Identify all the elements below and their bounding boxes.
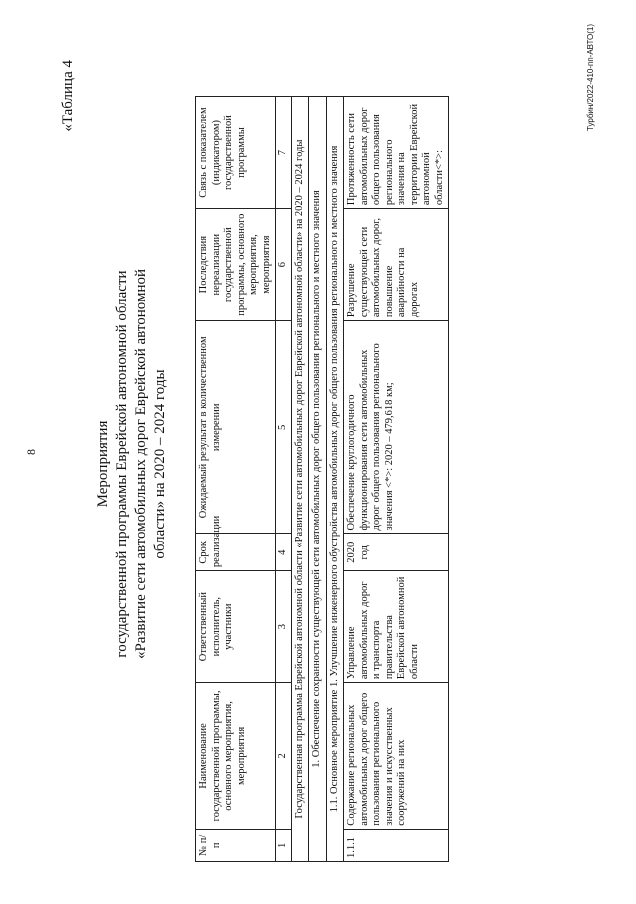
document-title (94, 184, 170, 744)
header-indicator: Связь с показателем (индикатором) государственной программы (196, 97, 276, 209)
header-consequence: Последствия нереализации государственной программы, основного мероприятия, мероприятия (196, 209, 276, 321)
header-executor: Ответственный исполнитель, участники (196, 571, 276, 683)
title-line-4: области» на 2020 – 2024 годы (152, 369, 168, 559)
title-line-1: Мероприятия (95, 420, 111, 508)
row-num: 1.1.1 (344, 829, 449, 861)
task-title: 1. Обеспечение сохранности существующей сети автомобильных дорог общего пользования регионального и местного значения (309, 97, 327, 862)
header-term: Срок реализации (196, 534, 276, 571)
column-number: 7 (276, 97, 292, 209)
program-row (291, 97, 309, 862)
column-number: 1 (276, 829, 292, 861)
task-row (309, 97, 327, 862)
column-number: 5 (276, 321, 292, 534)
main-measure-row (326, 97, 344, 862)
measures-table (195, 96, 449, 862)
table-row (344, 97, 449, 862)
title-line-3: «Развитие сети автомобильных дорог Еврейской автономной (133, 268, 149, 660)
column-number: 6 (276, 209, 292, 321)
row-term: 2020 год (344, 534, 449, 571)
column-number: 3 (276, 571, 292, 683)
title-line-2: государственной программы Еврейской автономной области (114, 270, 130, 658)
header-result: Ожидаемый результат в количественном измерении (196, 321, 276, 534)
row-executor: Управление автомобильных дорог и транспорта правительства Еврейской автономной области (344, 571, 449, 683)
header-num: № п/п (196, 829, 276, 861)
column-number-row (276, 97, 292, 862)
row-result: Обеспечение круглогодичного функционирования сети автомобильных дорог общего пользования регионального значения <*>: 2020 – 479,618 км; (344, 321, 449, 534)
column-number: 2 (276, 683, 292, 830)
row-name: Содержание региональных автомобильных дорог общего пользования регионального значения и искусственных сооружений на них (344, 683, 449, 830)
table-label: «Таблица 4 (60, 60, 76, 132)
main-measure-title: 1.1. Основное мероприятие 1. Улучшение инженерного обустройства автомобильных дорог общего пользования регионального и местного значения (326, 97, 344, 862)
row-indicator: Протяженность сети автомобильных дорог общего пользования регионального значения на территории Еврейской автономной области<*>: (344, 97, 449, 209)
header-name: Наименование государственной программы, основного мероприятия, мероприятия (196, 683, 276, 830)
program-title: Государственная программа Еврейской автономной области «Развитие сети автомобильных дорог Еврейской автономной области» на 2020 – 2024 годы (291, 97, 309, 862)
row-consequence: Разрушение существующей сети автомобильных дорог, повышение аварийности на дорогах (344, 209, 449, 321)
column-number: 4 (276, 534, 292, 571)
page-number: 8 (24, 449, 38, 455)
header-row (196, 97, 276, 862)
footer-code: Турбин/2022-410-пп-АВТО(1) (586, 24, 595, 131)
